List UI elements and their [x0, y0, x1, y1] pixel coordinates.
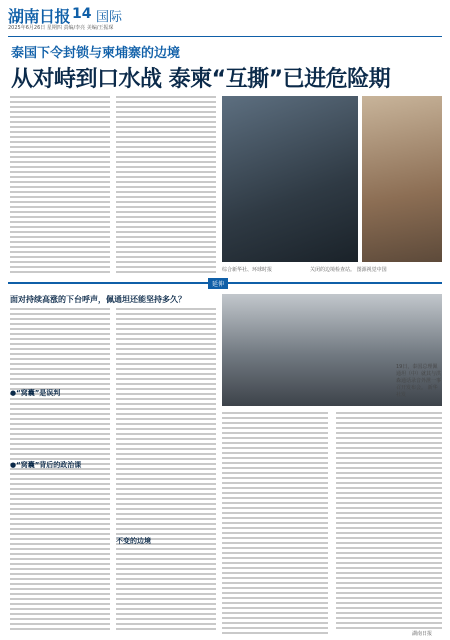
- body-text-col5: [222, 412, 328, 637]
- newspaper-logo: 湖南日报: [8, 7, 71, 26]
- footer-mark: 湖南日报: [412, 631, 433, 637]
- section-divider: [8, 278, 442, 288]
- article-title: 从对峙到口水战 泰柬“互撕”已进危险期: [11, 67, 391, 92]
- photo2-caption: 关闭的边境检查站。 图源视觉中国: [310, 267, 387, 273]
- body-text-col1: [10, 96, 110, 276]
- body-text-col4: [116, 308, 216, 633]
- news-photo-checkpoint: [222, 96, 358, 262]
- news-photo-closed-border: [362, 96, 442, 262]
- date-editor-line: 2025年6月26日 星期四 责编/李亮 美编/王振琛: [8, 25, 114, 31]
- subhead-3: 不变的边境: [116, 537, 151, 545]
- photo3-caption: 19日，泰国总理佩通坦（中）就其与洪森通话录音外泄一事召开发布会。 新华社发: [396, 364, 442, 398]
- newspaper-header: [8, 4, 442, 31]
- subhead-2: ●“窝囊”背后的政治课: [10, 461, 82, 469]
- header-rule: [8, 36, 442, 37]
- photo1-caption: 综合新华社、环球时报: [222, 267, 273, 273]
- divider-label: 延伸: [208, 278, 228, 289]
- body-text-col3: [10, 308, 110, 633]
- body-text-col2: [116, 96, 216, 276]
- section-name: 国际: [96, 10, 123, 25]
- section-heading: 面对持续高涨的下台呼声，佩通坦还能坚持多久？: [10, 295, 186, 304]
- article-subtitle: 泰国下令封锁与柬埔寨的边境: [11, 46, 181, 61]
- subhead-1: ●“窝囊”是误判: [10, 389, 61, 397]
- body-text-col6: [336, 412, 442, 632]
- page-number: 14: [72, 6, 92, 22]
